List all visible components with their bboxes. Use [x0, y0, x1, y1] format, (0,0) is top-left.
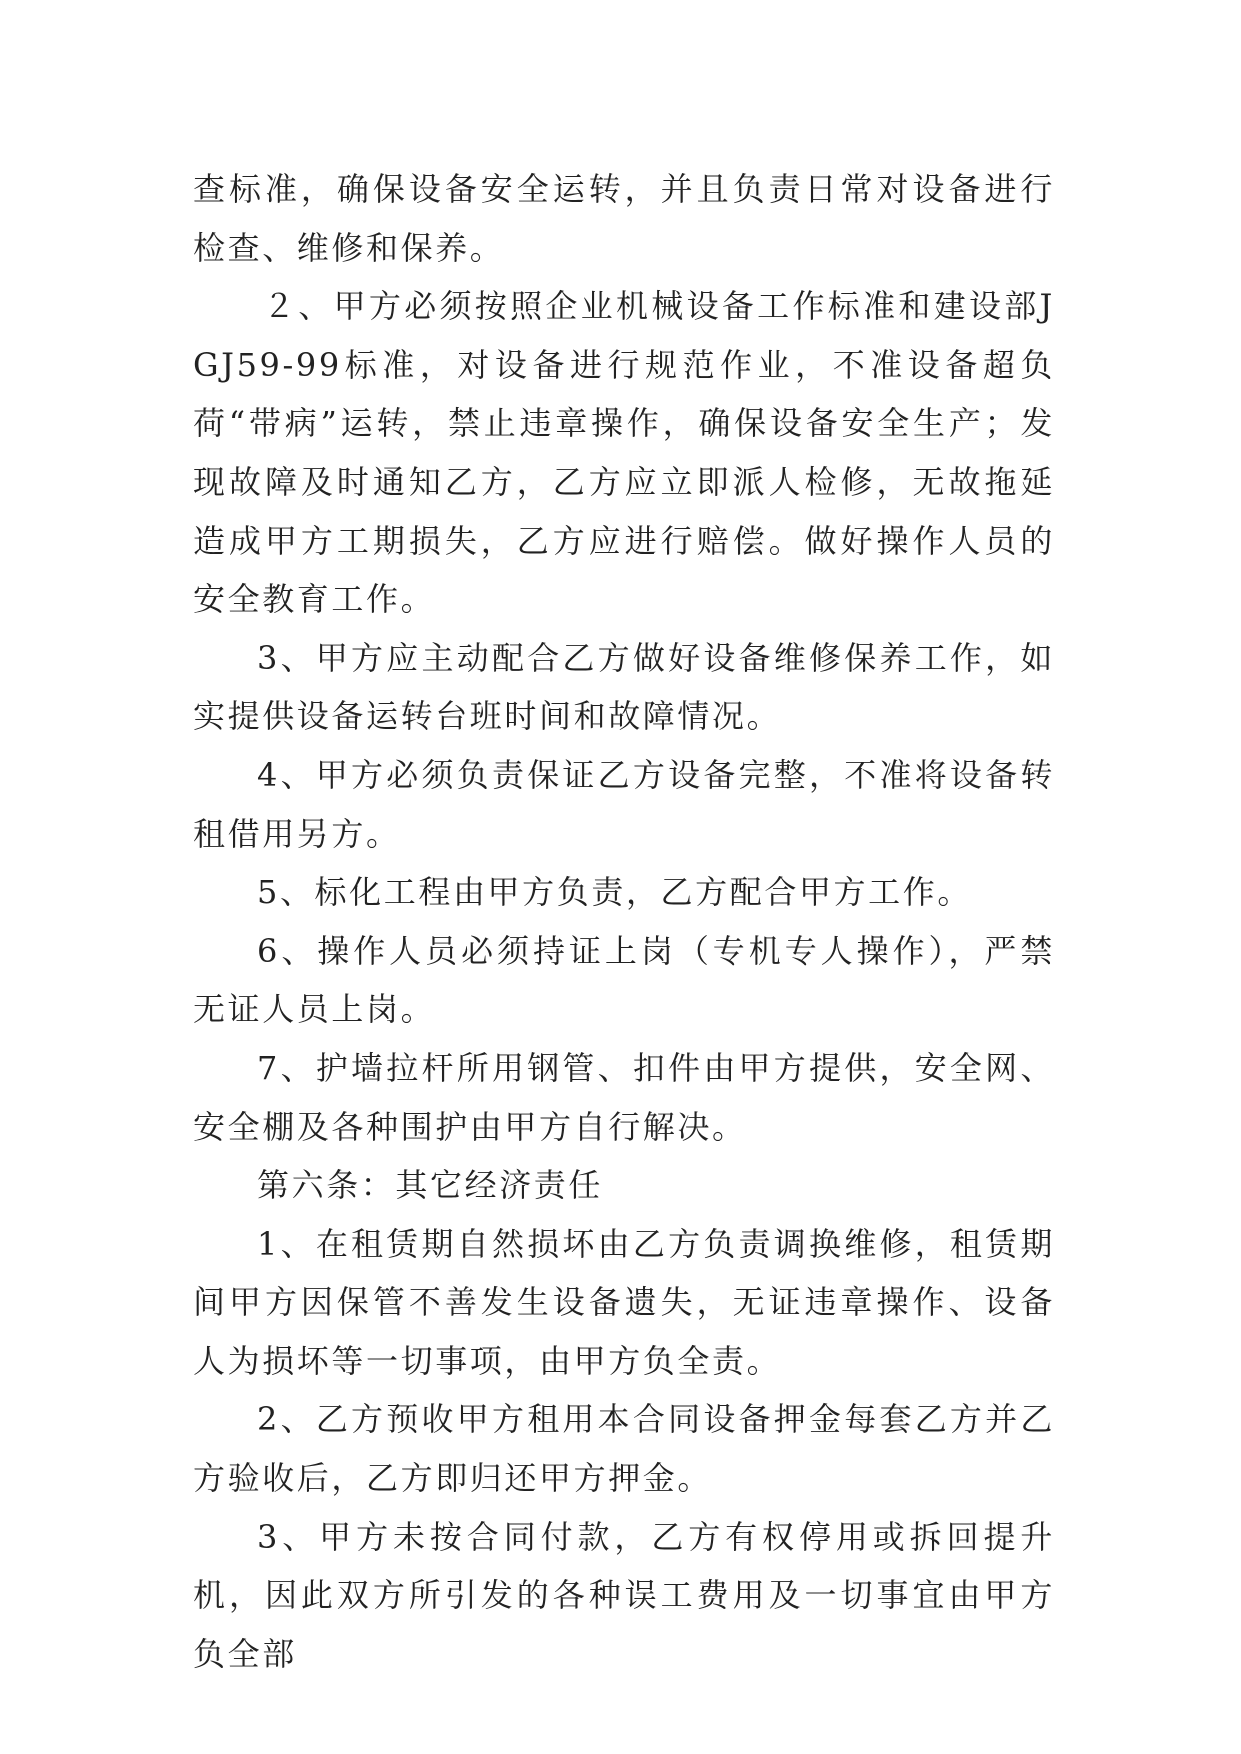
section-heading-article-6: 第六条：其它经济责任	[257, 1166, 604, 1205]
paragraph-clause-7: 7、护墙拉杆所用钢管、扣件由甲方提供，安全网、安全棚及各种围护由甲方自行解决。	[193, 1048, 1055, 1146]
paragraph-clause-4: 4、甲方必须负责保证乙方设备完整，不准将设备转租借用另方。	[193, 755, 1055, 853]
document-body	[193, 160, 1055, 1683]
paragraph-continuation: 查标准，确保设备安全运转，并且负责日常对设备进行检查、维修和保养。	[193, 170, 1055, 267]
paragraph-clause-3: 3、甲方应主动配合乙方做好设备维修保养工作，如实提供设备运转台班时间和故障情况。	[193, 638, 1055, 736]
paragraph-article-6-clause-3: 3、甲方未按合同付款，乙方有权停用或拆回提升机，因此双方所引发的各种误工费用及一切事宜由甲方负全部	[193, 1517, 1055, 1673]
paragraph-clause-6: 6、操作人员必须持证上岗（专机专人操作），严禁无证人员上岗。	[193, 931, 1055, 1029]
paragraph-clause-5: 5、标化工程由甲方负责，乙方配合甲方工作。	[257, 873, 972, 912]
paragraph-article-6-clause-1: 1、在租赁期自然损坏由乙方负责调换维修，租赁期间甲方因保管不善发生设备遗失，无证违章操作、设备人为损坏等一切事项，由甲方负全责。	[193, 1224, 1055, 1380]
paragraph-clause-2: ２、甲方必须按照企业机械设备工作标准和建设部JGJ59-99标准，对设备进行规范作业，不准设备超负荷“带病”运转，禁止违章操作，确保设备安全生产；发现故障及时通知乙方，乙方应立即派人检修，无故拖延造成甲方工期损失，乙方应进行赔偿。做好操作人员的安全教育工作。	[193, 287, 1055, 619]
paragraph-article-6-clause-2: 2、乙方预收甲方租用本合同设备押金每套乙方并乙方验收后，乙方即归还甲方押金。	[193, 1400, 1055, 1498]
